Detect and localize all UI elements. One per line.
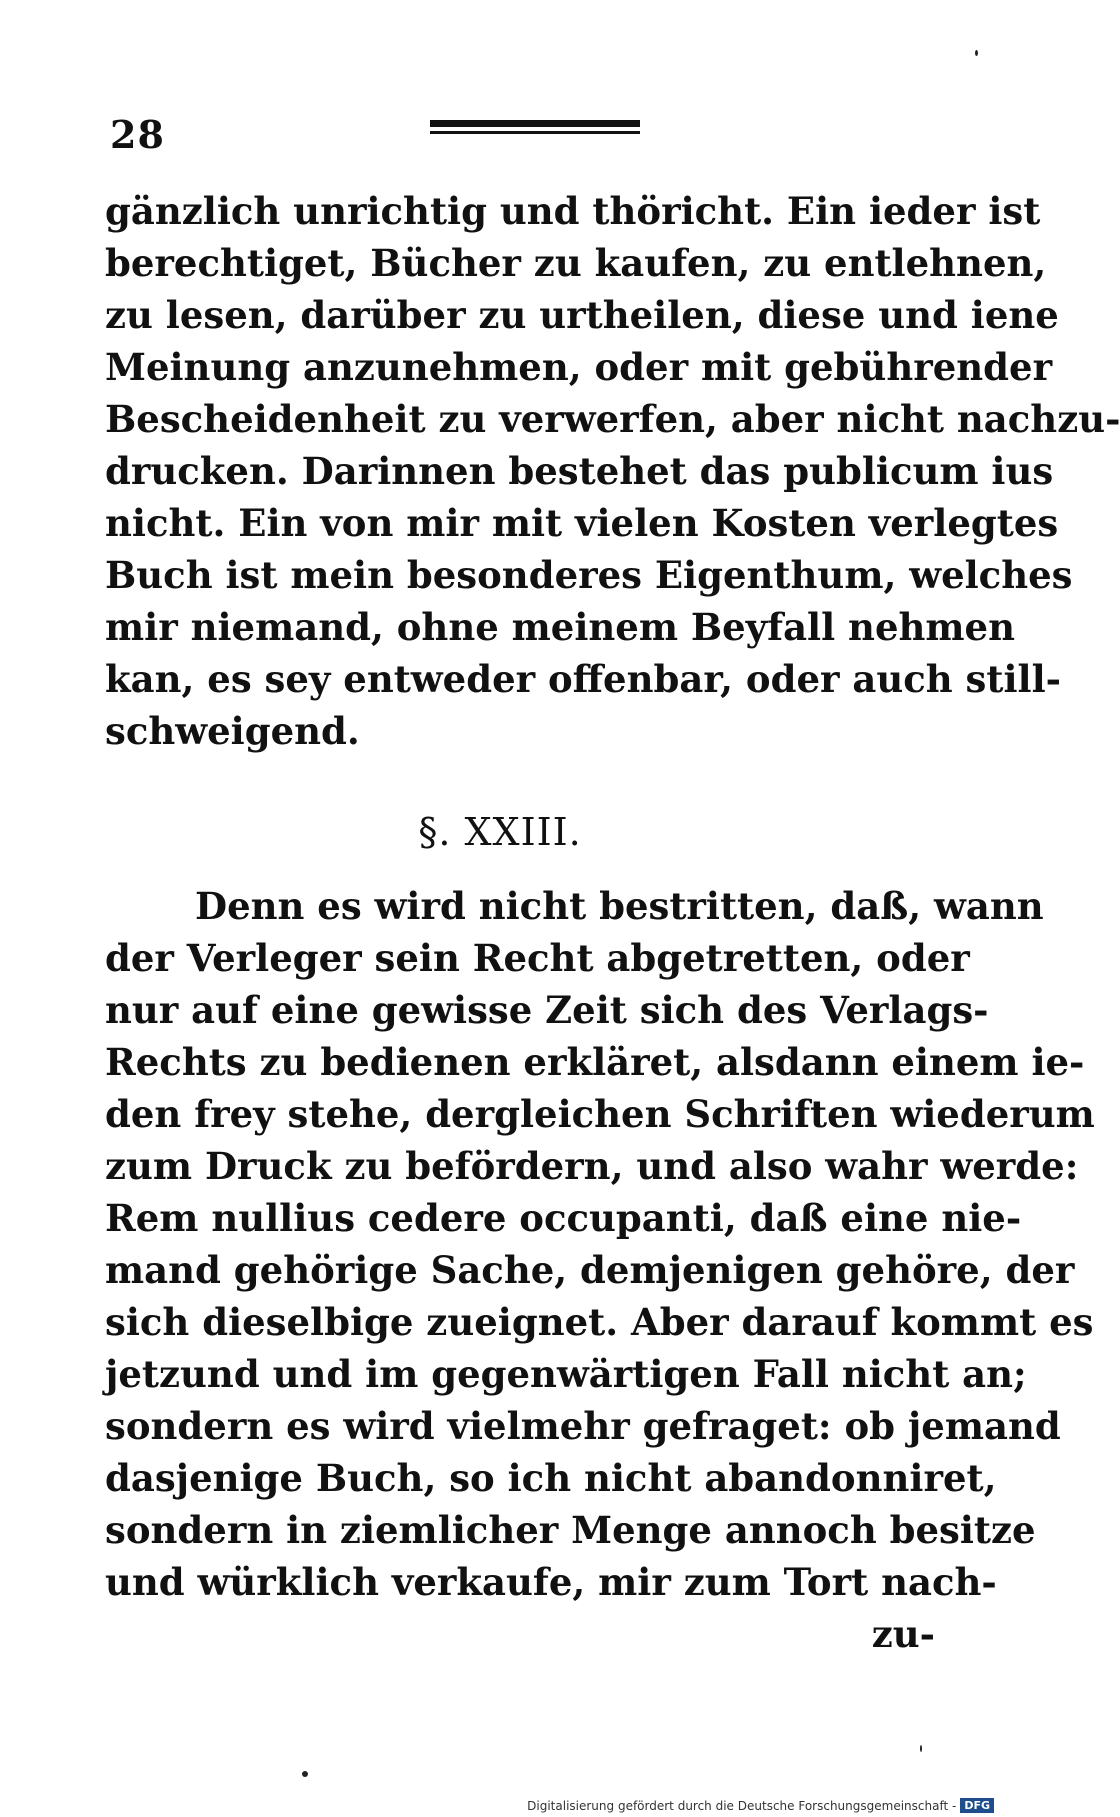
ink-speck [920, 1745, 922, 1752]
catchword: zu- [871, 1612, 935, 1656]
text-line: Meinung anzunehmen, oder mit gebührender [105, 345, 1053, 389]
paragraph-1 [105, 185, 1120, 757]
paragraph-2 [105, 880, 1095, 1660]
footer-credit-text: Digitalisierung gefördert durch die Deutsche Forschungsgemeinschaft - [527, 1798, 957, 1813]
text-line: Denn es wird nicht bestritten, daß, wann [195, 884, 1044, 928]
text-line: drucken. Darinnen bestehet das publicum ius [105, 449, 1054, 493]
page-number: 28 [110, 112, 165, 157]
section-heading: §. XXIII. [418, 810, 582, 854]
ink-speck [302, 1771, 308, 1777]
text-line: mir niemand, ohne meinem Beyfall nehmen [105, 605, 1015, 649]
text-line: Rem nullius cedere occupanti, daß eine nie- [105, 1196, 1022, 1240]
text-line: berechtiget, Bücher zu kaufen, zu entlehnen, [105, 241, 1047, 285]
text-line: sondern es wird vielmehr gefraget: ob jemand [105, 1404, 1061, 1448]
text-line: schweigend. [105, 709, 360, 753]
text-line: zu lesen, darüber zu urtheilen, diese und iene [105, 293, 1059, 337]
text-line: nur auf eine gewisse Zeit sich des Verlags- [105, 988, 989, 1032]
text-line: zum Druck zu befördern, und also wahr werde: [105, 1144, 1079, 1188]
text-line: Rechts zu bedienen erkläret, alsdann einem ie- [105, 1040, 1085, 1084]
text-line: mand gehörige Sache, demjenigen gehöre, der [105, 1248, 1075, 1292]
text-line: gänzlich unrichtig und thöricht. Ein ieder ist [105, 189, 1041, 233]
text-line: nicht. Ein von mir mit vielen Kosten verlegtes [105, 501, 1059, 545]
text-line: Bescheidenheit zu verwerfen, aber nicht nachzu- [105, 397, 1120, 441]
header-rule [430, 120, 640, 127]
text-line: sich dieselbige zueignet. Aber darauf kommt es [105, 1300, 1094, 1344]
text-line: kan, es sey entweder offenbar, oder auch still- [105, 657, 1061, 701]
text-line: dasjenige Buch, so ich nicht abandonniret, [105, 1456, 997, 1500]
ink-speck [975, 50, 978, 56]
text-line: sondern in ziemlicher Menge annoch besitze [105, 1508, 1036, 1552]
text-line: der Verleger sein Recht abgetretten, oder [105, 936, 970, 980]
header-rule-thin [430, 131, 640, 134]
text-line: und würklich verkaufe, mir zum Tort nach- [105, 1560, 997, 1604]
text-line: den frey stehe, dergleichen Schriften wiederum [105, 1092, 1095, 1136]
text-line: Buch ist mein besonderes Eigenthum, welches [105, 553, 1073, 597]
text-line: jetzund und im gegenwärtigen Fall nicht an; [105, 1352, 1027, 1396]
footer-credit [527, 1798, 994, 1813]
dfg-logo: DFG [960, 1798, 994, 1813]
